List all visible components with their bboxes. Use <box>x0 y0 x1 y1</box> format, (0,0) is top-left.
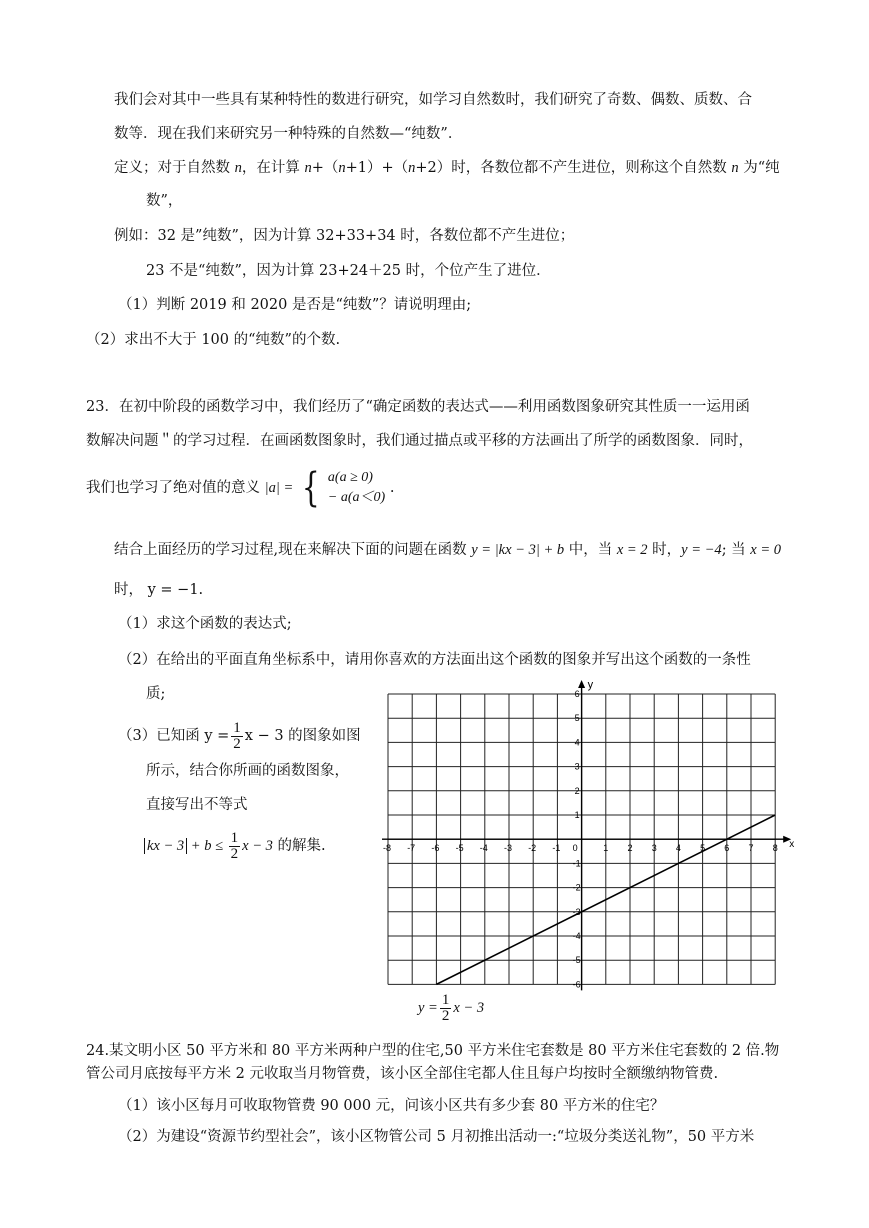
p23-sub-2b: 质; <box>146 686 166 702</box>
p23-line-2: 数解决问题＂的学习过程．在画函数图象时，我们通过描点或平移的方法画出了所学的函数图象．同时， <box>86 433 753 449</box>
x-tick-label: -4 <box>479 843 488 854</box>
y-tick-label: 5 <box>574 713 580 724</box>
x-tick-label: 7 <box>748 843 754 854</box>
graph-line-label: y = $\frac{1}{2}$ x − 3 <box>418 991 485 1024</box>
y-tick-label: 2 <box>574 785 580 796</box>
y-axis-label: y <box>587 679 594 691</box>
p23-sub-3-line2: 所示，结合你所画的函数图象， <box>146 763 349 779</box>
intro-line-2: 数等．现在我们来研究另一种特殊的自然数—“纯数”． <box>114 126 463 142</box>
p23-condition: 结合上面经历的学习过程,现在来解决下面的问题在函数 y = |kx − 3| + b 中，当 x = 2 时，y = −4; 当 x = 0 <box>114 542 782 558</box>
question-1: （1）判断 2019 和 2020 是否是“纯数”？请说明理由; <box>118 297 472 313</box>
y-tick-label: 4 <box>574 737 580 748</box>
definition-line-2: 数”， <box>146 193 183 209</box>
p23-sub-3: （3）已知函 y = $\frac{1}{2}$ x − 3 的图象如图 <box>118 719 361 752</box>
example-line-2: 23 不是“纯数”，因为计算 23+24＋25 时，个位产生了进位． <box>146 263 551 279</box>
x-tick-label: -8 <box>383 843 392 854</box>
brace-icon: { <box>301 465 320 511</box>
x-axis-label: x <box>789 839 795 851</box>
definition-line-1: 定义；对于自然数 n，在计算 n+（n+1）+（n+2）时，各数位都不产生进位，则称这个自然数 n 为“纯 <box>114 160 780 176</box>
example-line-1: 例如：32 是”纯数”，因为计算 32+33+34 时，各数位都不产生进位； <box>114 228 575 244</box>
inequality: kx − 3 + b ≤ $\frac{1}{2}$ x − 3 的解集. <box>144 826 326 866</box>
x-tick-label: 3 <box>651 843 657 854</box>
x-tick-label: -6 <box>431 843 440 854</box>
question-2: （2）求出不大于 100 的“纯数”的个数. <box>86 332 341 348</box>
y-tick-label: 3 <box>574 761 580 772</box>
p24-question-1: （1）该小区每月可收取物管费 90 000 元，问该小区共有多少套 80 平方米的住宅？ <box>118 1098 665 1114</box>
x-tick-label: -7 <box>407 843 416 854</box>
x-tick-label: -3 <box>504 843 513 854</box>
x-tick-label: 6 <box>724 843 730 854</box>
x-tick-label: -5 <box>455 843 464 854</box>
y-tick-label: -3 <box>572 906 581 917</box>
p23-sub-3-line3: 直接写出不等式 <box>146 797 248 813</box>
x-tick-label: -1 <box>552 843 561 854</box>
intro-line-1: 我们会对其中一些具有某种特性的数进行研究，如学习自然数时，我们研究了奇数、偶数、质数、合 <box>114 92 752 108</box>
p23-condition-2: 时， y = −1. <box>114 582 204 598</box>
y-tick-label: -5 <box>572 955 581 966</box>
y-tick-label: -4 <box>572 931 581 941</box>
origin-label: 0 <box>572 843 578 854</box>
p24-line-1: 24.某文明小区 50 平方米和 80 平方米两种户型的住宅,50 平方米住宅套数是 80 平方米住宅套数的 2 倍.物 <box>86 1043 780 1059</box>
p24-line-2: 管公司月底按每平方米 2 元收取当月物管费，该小区全部住宅都人住且每户均按时全额缴纳物管费. <box>86 1066 719 1082</box>
y-tick-label: -6 <box>572 979 581 990</box>
y-tick-label: -2 <box>572 882 581 893</box>
x-tick-label: 1 <box>603 843 609 854</box>
y-tick-label: -1 <box>572 858 581 869</box>
y-axis-arrow-icon <box>578 680 585 688</box>
p23-sub-2: （2）在给出的平面直角坐标系中，请用你喜欢的方法面出这个函数的图象并写出这个函数的一条性 <box>118 652 751 668</box>
x-tick-label: -2 <box>528 843 537 854</box>
x-tick-label: 4 <box>675 843 681 854</box>
x-tick-label: 8 <box>772 843 778 854</box>
x-tick-label: 2 <box>627 843 633 854</box>
p23-line-1: 23．在初中阶段的函数学习中，我们经历了“确定函数的表达式——利用函数图象研究其性质一一运用函 <box>86 399 750 415</box>
p24-question-2: （2）为建设“资源节约型社会”，该小区物管公司 5 月初推出活动一:“垃圾分类送礼物”，50 平方米 <box>118 1129 755 1145</box>
abs-cases: a(a ≥ 0) − a(a＜0) <box>327 470 386 505</box>
y-tick-label: 1 <box>574 810 580 820</box>
abs-definition: 我们也学习了绝对值的意义 |a| = { a(a ≥ 0) − a(a＜0) . <box>86 465 395 511</box>
y-tick-label: 6 <box>574 689 580 699</box>
p23-sub-1: （1）求这个函数的表达式; <box>118 616 292 632</box>
x-tick-label: 5 <box>700 843 706 854</box>
coordinate-graph <box>380 676 800 1006</box>
